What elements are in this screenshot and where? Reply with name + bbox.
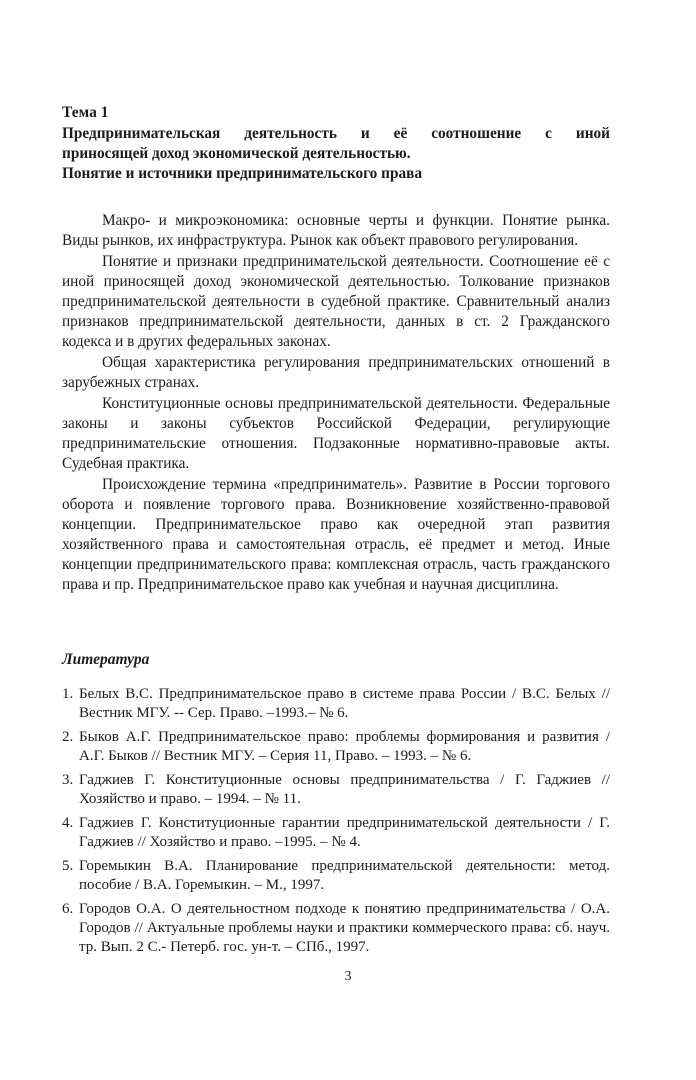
reference-number: 5. bbox=[62, 858, 74, 874]
topic-heading bbox=[62, 124, 610, 184]
heading-line: Понятие и источники предпринимательского права bbox=[62, 165, 423, 182]
reference-item bbox=[62, 771, 610, 809]
reference-item bbox=[62, 728, 610, 766]
reference-number: 1. bbox=[62, 686, 74, 702]
paragraph: Понятие и признаки предпринимательской деятельности. Соотношение её с иной приносящей доход экономической деятельностью. Толкование признаков предпринимательской деятельности в судебной практике. Сравнительный анализ признаков предпринимательской деятельности, данных в ст. 2 Гражданского кодекса и в других федеральных законах. bbox=[62, 253, 610, 350]
topic-content bbox=[62, 211, 610, 596]
literature-heading: Литература bbox=[62, 651, 150, 668]
reference-number: 3. bbox=[62, 772, 74, 788]
reference-item bbox=[62, 900, 610, 957]
reference-text: Гаджиев Г. Конституционные гарантии предпринимательской деятельности / Г. Гаджиев // Хозяйство и право. –1995. – № 4. bbox=[79, 815, 610, 850]
topic-label: Тема 1 bbox=[62, 104, 109, 121]
reference-item bbox=[62, 814, 610, 852]
reference-text: Горемыкин В.А. Планирование предпринимательской деятельности: метод. пособие / В.А. Горемыкин. – М., 1997. bbox=[79, 858, 610, 893]
reference-list bbox=[62, 685, 610, 962]
paragraph: Общая характеристика регулирования предпринимательских отношений в зарубежных странах. bbox=[62, 354, 610, 391]
paragraph: Происхождение термина «предприниматель». Развитие в России торгового оборота и появление торгового права. Возникновение хозяйственно-правовой концепции. Предпринимательское право как очередной этап развития хозяйственного права и самостоятельная отрасль, её предмет и метод. Иные концепции предпринимательского права: комплексная отрасль, часть гражданского права и пр. Предпринимательское право как учебная и научная дисциплина. bbox=[62, 476, 610, 593]
paragraph: Макро- и микроэкономика: основные черты и функции. Понятие рынка. Виды рынков, их инфраструктура. Рынок как объект правового регулирования. bbox=[62, 212, 610, 249]
reference-text: Городов О.А. О деятельностном подходе к понятию предпринимательства / О.А. Городов // Актуальные проблемы науки и практики коммерческого права: сб. науч. тр. Вып. 2 С.- Петерб. гос. ун-т. – СПб., 1997. bbox=[79, 901, 610, 955]
reference-number: 4. bbox=[62, 815, 74, 831]
reference-item bbox=[62, 857, 610, 895]
reference-number: 6. bbox=[62, 901, 74, 917]
heading-line: приносящей доход экономической деятельностью. bbox=[62, 145, 411, 162]
heading-line: Предпринимательская деятельность и её соотношение с иной bbox=[62, 125, 610, 142]
paragraph: Конституционные основы предпринимательской деятельности. Федеральные законы и законы субъектов Российской Федерации, регулирующие предпринимательские отношения. Подзаконные нормативно-правовые акты. Судебная практика. bbox=[62, 395, 610, 472]
page-number: 3 bbox=[344, 969, 352, 984]
reference-item bbox=[62, 685, 610, 723]
reference-text: Быков А.Г. Предпринимательское право: проблемы формирования и развития / А.Г. Быков // Вестник МГУ. – Серия 11, Право. – 1993. – № 6. bbox=[79, 729, 610, 764]
reference-text: Гаджиев Г. Конституционные основы предпринимательства / Г. Гаджиев // Хозяйство и право. – 1994. – № 11. bbox=[79, 772, 610, 807]
reference-text: Белых В.С. Предпринимательское право в системе права России / В.С. Белых // Вестник МГУ. -- Сер. Право. –1993.– № 6. bbox=[79, 686, 610, 721]
reference-number: 2. bbox=[62, 729, 74, 745]
